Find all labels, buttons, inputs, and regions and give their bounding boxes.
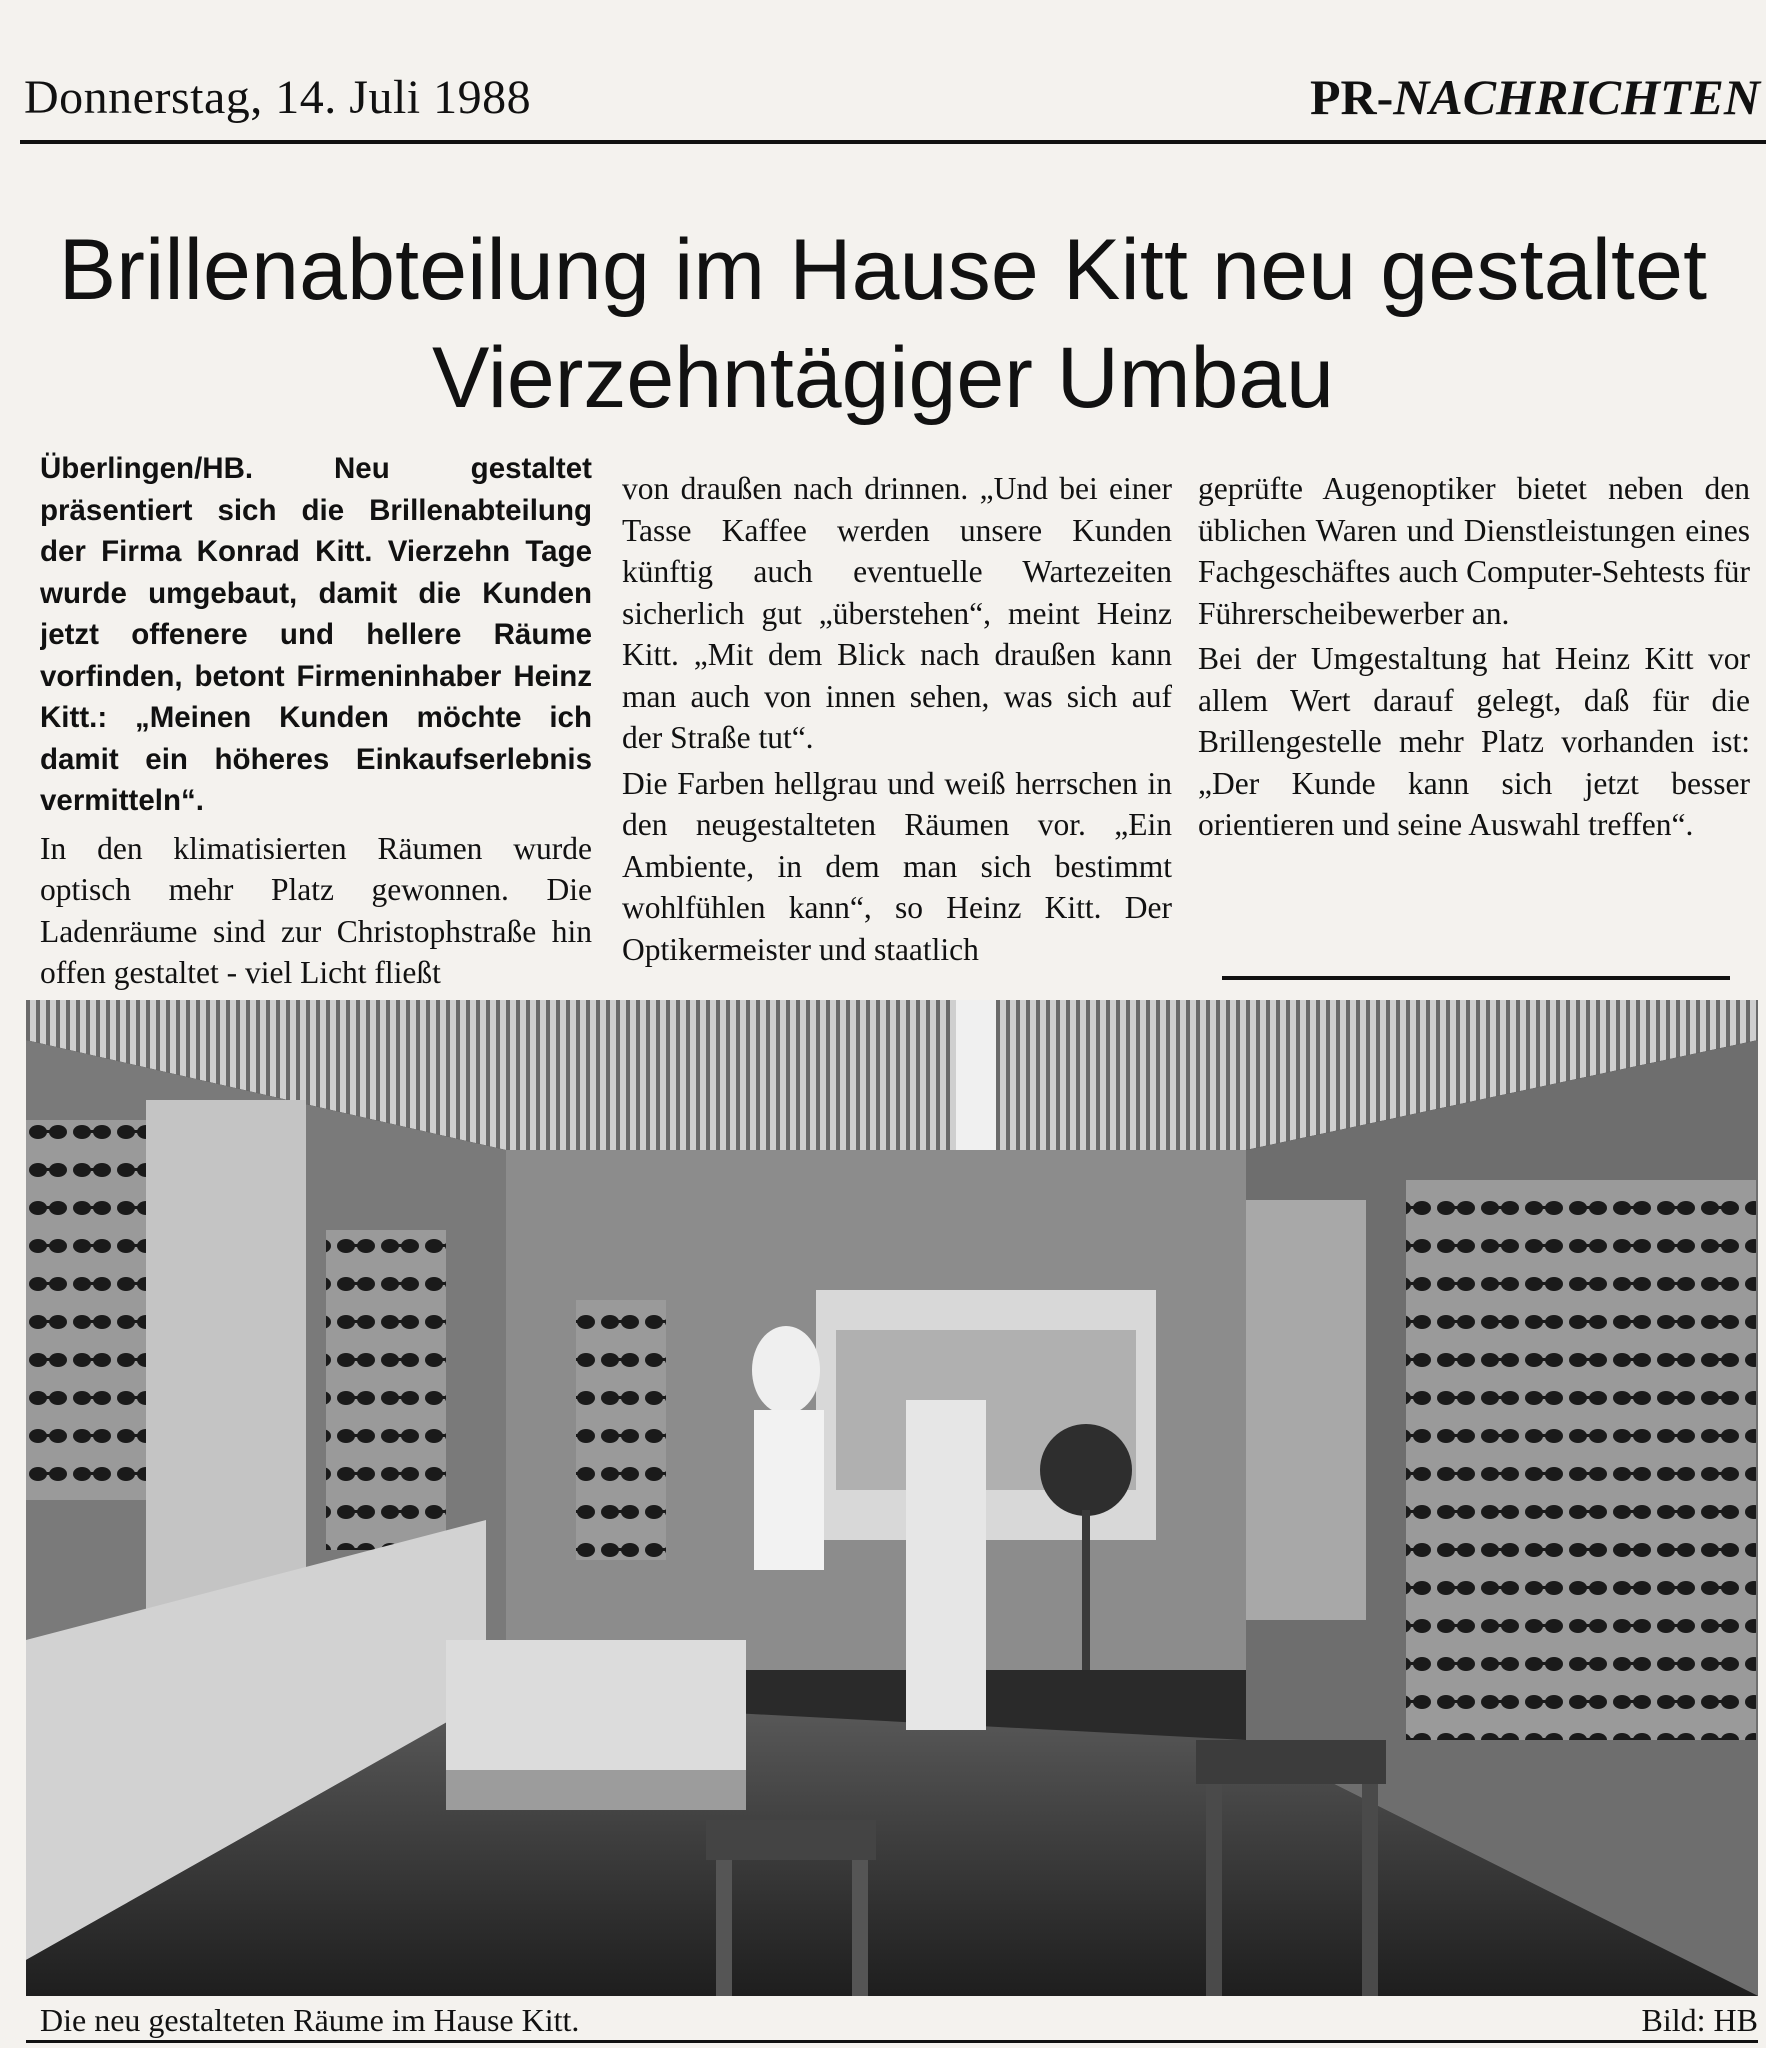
headline: Brillenabteilung im Hause Kitt neu gestaltet (58, 222, 1708, 318)
section-name: NACHRICHTEN (1393, 69, 1760, 125)
section-title (1310, 68, 1760, 126)
article-paragraph: In den klimatisierten Räumen wurde optisch mehr Platz gewonnen. Die Ladenräume sind zur Christophstraße hin offen gestaltet - viel Licht fließt (40, 830, 592, 990)
article-lead: Überlingen/HB. Neu gestaltet präsentiert sich die Brillenabteilung der Firma Konrad Kitt. Vierzehn Tage wurde umgebaut, damit die Kunden jetzt offenere und hellere Räume vorfinden, betont Firmeninhaber Heinz Kitt.: „Meinen Kunden möchte ich damit ein höheres Einkaufserlebnis vermitteln“. (40, 452, 592, 817)
footer-rule (26, 2040, 1758, 2043)
article-paragraph: Die Farben hellgrau und weiß herrschen in den neugestalteten Räumen vor. „Ein Ambiente, in dem man sich bestimmt wohlfühlen kann“, so Heinz Kitt. Der Optikermeister und staatlich (622, 765, 1172, 967)
store-interior-illustration (26, 1000, 1758, 1996)
photo-caption: Die neu gestalteten Räume im Hause Kitt. (40, 2002, 580, 2038)
section-prefix: PR- (1309, 69, 1394, 125)
article-column-1 (40, 448, 592, 1008)
article-end-rule (1222, 976, 1730, 980)
photo-credit: Bild: HB (1641, 2002, 1758, 2038)
header-rule (20, 140, 1766, 144)
article-paragraph: geprüfte Augenoptiker bietet neben den üblichen Waren und Dienstleistungen eines Fachgeschäftes auch Computer-Sehtests für Führerscheibewerber an. (1198, 471, 1750, 631)
article-column-2 (622, 468, 1172, 1028)
store-interior-photo (26, 1000, 1758, 1996)
dateline: Donnerstag, 14. Juli 1988 (24, 71, 532, 124)
article-paragraph: von draußen nach drinnen. „Und bei einer Tasse Kaffee werden unsere Kunden künftig auch eventuelle Wartezeiten sicherlich gut „überstehen“, meint Heinz Kitt. „Mit dem Blick nach draußen kann man auch von innen sehen, was sich auf der Straße tut“. (622, 471, 1172, 755)
article-paragraph: Bei der Umgestaltung hat Heinz Kitt vor allem Wert darauf gelegt, daß für die Brillengestelle mehr Platz vorhanden ist: „Der Kunde kann sich jetzt besser orientieren und seine Auswahl treffen“. (1198, 641, 1750, 842)
article-column-3 (1198, 468, 1750, 1028)
subheadline: Vierzehntägiger Umbau (432, 330, 1334, 426)
